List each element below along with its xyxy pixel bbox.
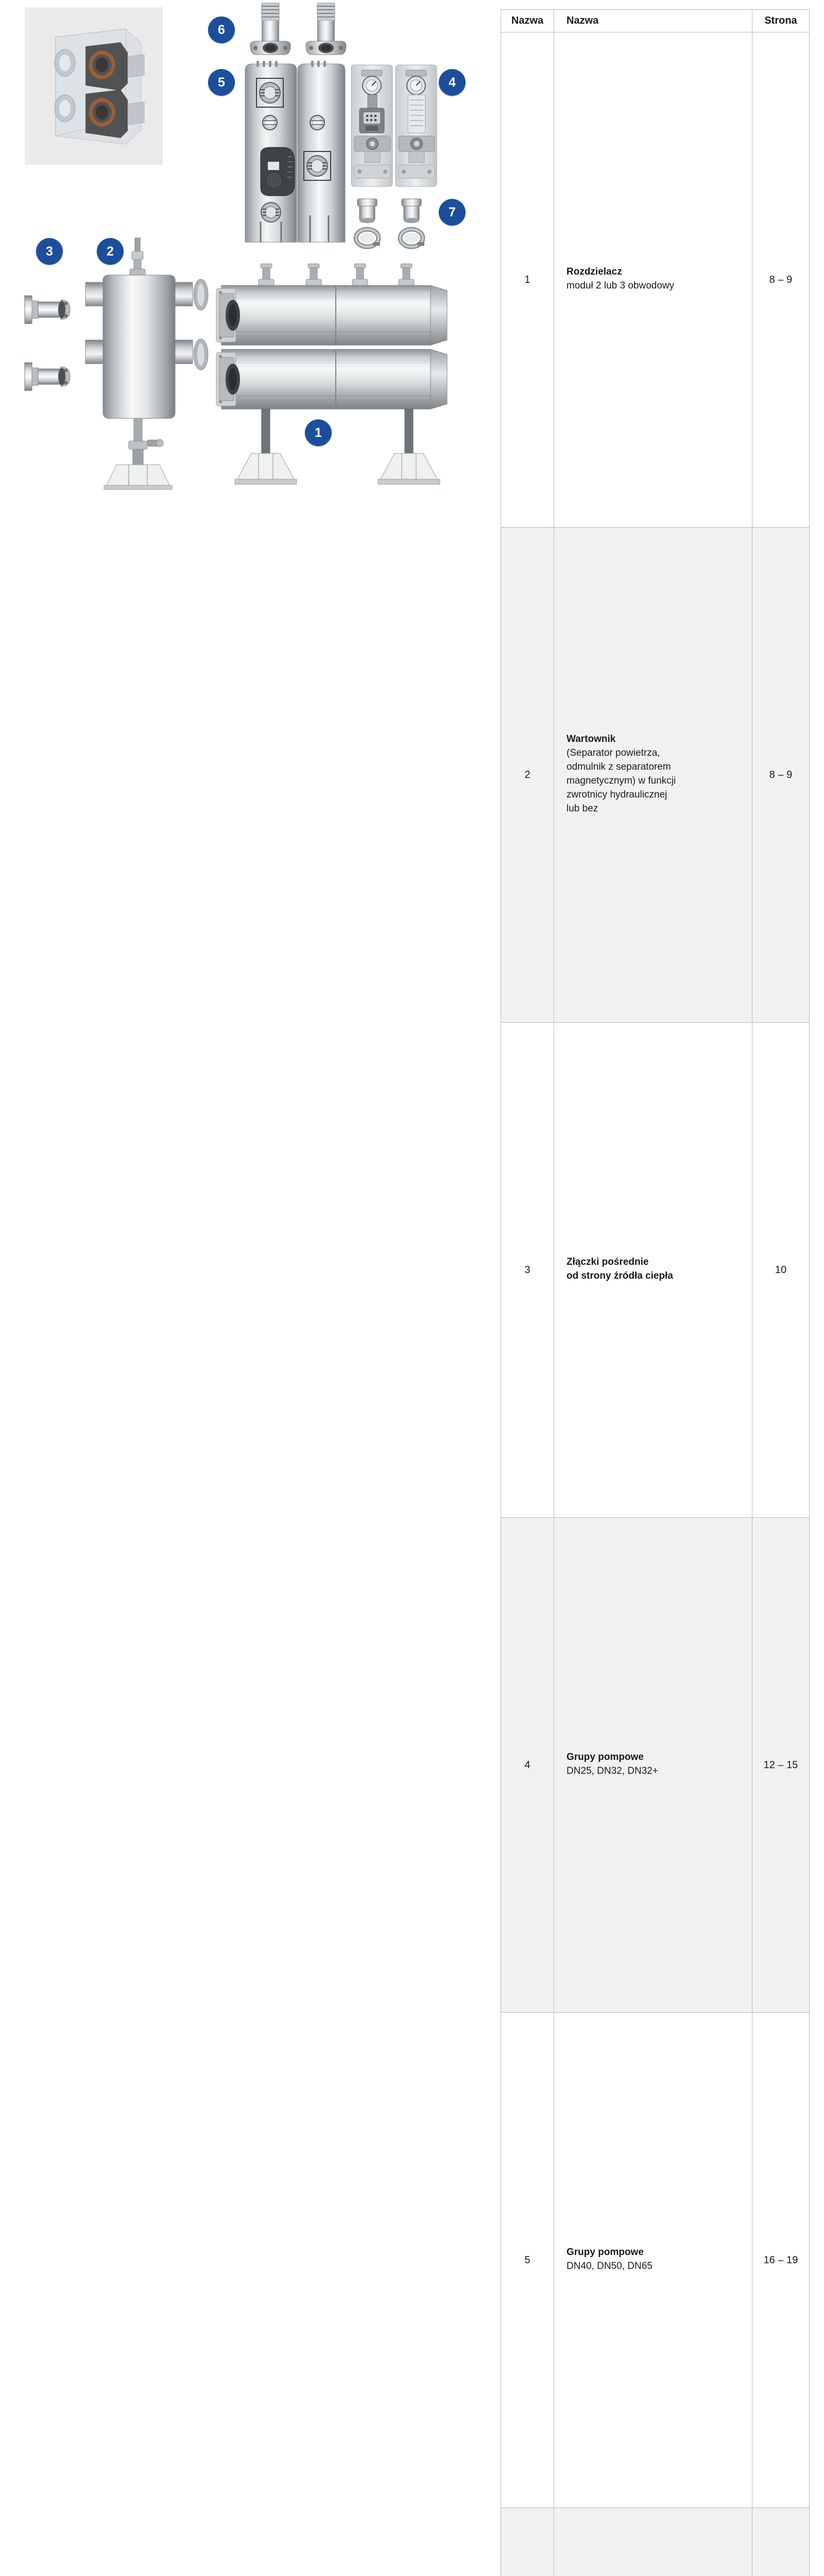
callout-label-1: 1 bbox=[315, 426, 322, 440]
row-title: Grupy pompowe bbox=[566, 1751, 741, 1765]
row-subtitle-line: moduł 2 lub 3 obwodowy bbox=[566, 279, 741, 293]
row-page bbox=[752, 2508, 810, 2576]
callout-label-4: 4 bbox=[449, 75, 456, 90]
pump-group-small bbox=[350, 64, 439, 193]
table-row bbox=[501, 2508, 810, 2576]
legend-table-head bbox=[501, 10, 810, 32]
row-title: Złączki pośrednie bbox=[566, 1256, 741, 1269]
row-number: 1 bbox=[501, 32, 554, 528]
row-subtitle-line: zwrotnicy hydraulicznej bbox=[566, 788, 741, 802]
row-description bbox=[554, 2508, 752, 2576]
heating-circuit-connector-a bbox=[247, 1, 294, 62]
row-page: 8 – 9 bbox=[752, 32, 810, 528]
row-page: 8 – 9 bbox=[752, 528, 810, 1023]
pump-group-large bbox=[243, 61, 349, 252]
row-page: 12 – 15 bbox=[752, 1518, 810, 2013]
heat-source-connectors bbox=[24, 286, 79, 405]
row-description bbox=[554, 1023, 752, 1518]
callout-label-2: 2 bbox=[107, 244, 114, 259]
row-subtitle-line: DN40, DN50, DN65 bbox=[566, 2260, 741, 2274]
callout-badge-6[interactable] bbox=[208, 16, 235, 43]
row-title: Grupy pompowe bbox=[566, 2246, 741, 2260]
header-nazwa-num: Nazwa bbox=[501, 10, 554, 32]
legend-header-row bbox=[501, 10, 810, 32]
row-subtitle-line: (Separator powietrza, bbox=[566, 747, 741, 760]
row-subtitle-line: odmulnik z separatorem bbox=[566, 760, 741, 774]
table-row bbox=[501, 1023, 810, 1518]
accessories bbox=[354, 197, 426, 257]
header-nazwa-desc: Nazwa bbox=[554, 10, 752, 32]
row-subtitle-line: od strony źródła ciepła bbox=[566, 1269, 741, 1283]
callout-label-3: 3 bbox=[46, 244, 53, 259]
legend-table-wrapper bbox=[501, 9, 810, 2576]
callout-label-7: 7 bbox=[449, 205, 456, 220]
table-row bbox=[501, 1518, 810, 2013]
callout-badge-3[interactable] bbox=[36, 238, 63, 265]
row-number: 4 bbox=[501, 1518, 554, 2013]
row-title: Rozdzielacz bbox=[566, 265, 741, 279]
table-row bbox=[501, 2013, 810, 2508]
row-number: 2 bbox=[501, 528, 554, 1023]
row-page: 10 bbox=[752, 1023, 810, 1518]
product-illustration bbox=[0, 0, 494, 494]
page-root bbox=[0, 0, 824, 494]
header-strona: Strona bbox=[752, 10, 810, 32]
callout-label-6: 6 bbox=[218, 23, 225, 38]
heating-circuit-connector-b bbox=[303, 1, 349, 62]
callout-badge-4[interactable] bbox=[439, 69, 466, 96]
hydraulic-separator bbox=[77, 233, 216, 490]
row-number bbox=[501, 2508, 554, 2576]
table-row bbox=[501, 32, 810, 528]
row-title: Wartownik bbox=[566, 733, 741, 747]
row-description bbox=[554, 2013, 752, 2508]
legend-table-body bbox=[501, 32, 810, 2576]
row-description bbox=[554, 528, 752, 1023]
callout-badge-5[interactable] bbox=[208, 69, 235, 96]
row-subtitle-line: lub bez bbox=[566, 802, 741, 816]
row-description bbox=[554, 32, 752, 528]
table-row bbox=[501, 528, 810, 1023]
exploded-3d-render-thumbnail bbox=[25, 7, 163, 165]
legend-table bbox=[501, 9, 810, 2576]
row-page: 16 – 19 bbox=[752, 2013, 810, 2508]
row-number: 3 bbox=[501, 1023, 554, 1518]
row-subtitle-line: magnetycznym) w funkcji bbox=[566, 774, 741, 788]
callout-label-5: 5 bbox=[218, 75, 225, 90]
callout-badge-7[interactable] bbox=[439, 199, 466, 226]
row-number: 5 bbox=[501, 2013, 554, 2508]
row-subtitle-line: DN25, DN32, DN32+ bbox=[566, 1765, 741, 1778]
manifold-distributor bbox=[214, 262, 461, 493]
row-description bbox=[554, 1518, 752, 2013]
